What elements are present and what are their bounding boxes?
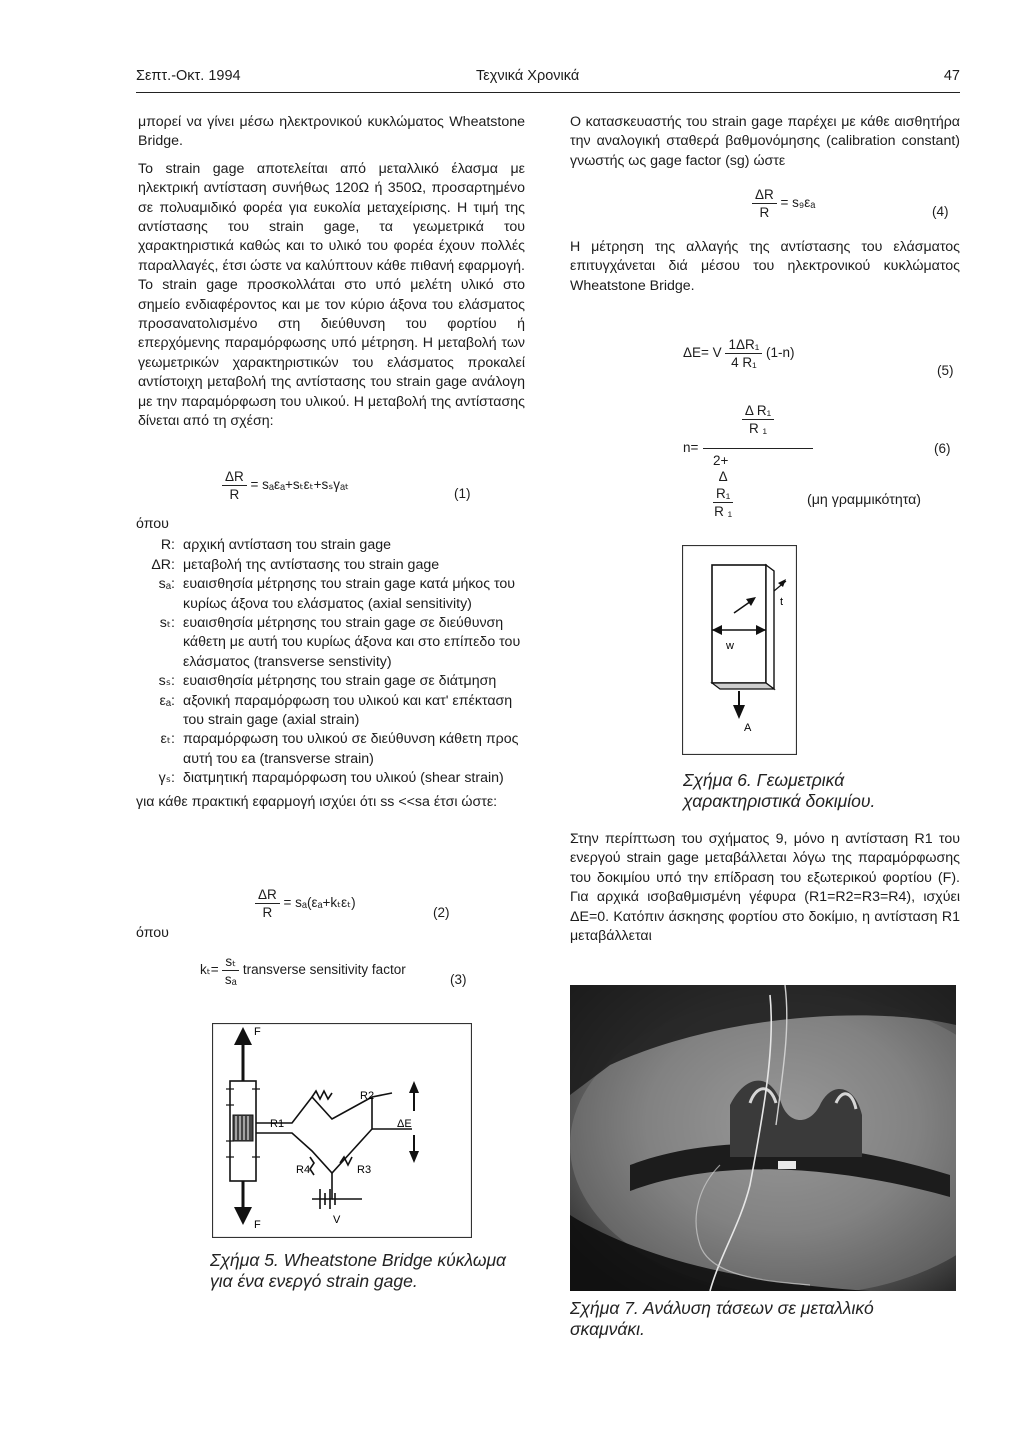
right-paragraph-3: Στην περίπτωση του σχήματος 9, μόνο η αντίσταση R1 του ενεργού strain gage μεταβάλλεται λόγω της παραμόρφωσης του δοκιμίου υπό την επίδραση του εξωτερικού φορτίου (F). Για αρχικά ισοβαθμισμένη γέφυρα (R1=R2=R3=R4), ισχύει ΔΕ=0. Κατόπιν άσκησης φορτίου στο δοκίμιο, η αντίσταση R1 μεταβάλλεται (570, 831, 960, 945)
figure6-caption: Σχήμα 6. Γεωμετρικά χαρακτηριστικά δοκιμίου. (683, 770, 876, 811)
label-f-top: F (254, 1026, 261, 1038)
definition-item: εₐ: αξονική παραμόρφωση του υλικού και κατ' επέκταση του strain gage (axial strain) (159, 692, 513, 729)
figure7-photo (570, 985, 956, 1291)
label-w: w (726, 640, 734, 652)
eq2-number: (2) (433, 905, 450, 920)
label-r1: R1 (270, 1118, 285, 1130)
strain-gage-grid (233, 1115, 253, 1141)
resistor-r4 (310, 1157, 314, 1175)
eq5-number: (5) (937, 363, 954, 378)
definition-item: ΔR: μεταβολή της αντίστασης του strain gage (151, 556, 440, 573)
eq4-number: (4) (932, 204, 949, 219)
left-column (138, 113, 525, 440)
strain-gage-on-stool (778, 1161, 796, 1169)
header-journal-title: Τεχνικά Χρονικά (476, 68, 580, 84)
definition-item: sₜ: ευαισθησία μέτρησης του strain gage σε διεύθυνση κάθετη με αυτή του κυρίως άξονα και στο επίπεδο του ελάσματος (transverse senstivity) (159, 615, 521, 670)
figure7-caption: Σχήμα 7. Ανάλυση τάσεων σε μεταλλικό σκαμνάκι. (570, 1298, 874, 1339)
journal-page: Σεπτ.-Οκτ. 1994 Τεχνικά Χρονικά 47 μπορεί να γίνει μέσω ηλεκτρονικού κυκλώματος Wheatstone Bridge. Το strain gage αποτελείται από μεταλλικό έλασμα με ηλεκτρική αντίσταση συνήθως 120Ω ή 350Ω, προσαρτημένο σε πολυαμιδικό φορέα για ευκολία μεταχείρισης. Η τιμή της αντίστασης του strain gage, τα γεωμετρικά του χαρακτηριστικά καθώς και το υλικό του φορέα έχουν πολλές παραλλαγές, έτσι ώστε να καλύπτουν κάθε πιθανή εφαρμογή. Το strain gage προσκολλάται στο υπό μελέτη υλικό στο σημείο ενδιαφέροντος και με τον κύριο άξονα του ελάσματος προσανατολισμένο στη διεύθυνση του φορτίου ή επερχόμενης παραμόρφωσης υπό μέτρηση. Η μεταβολή των γεωμετρικών χαρακτηριστικών του ελάσματος προκαλεί αντίστοιχη μεταβολή της αντίστασης του strain gage ανάλογη με την παραμόρφωση του υλικού. Η μεταβολή της αντίστασης δίνεται από τη σχέση: $\frac{\Delta R}{R}$ = sₐεₐ+sₜεₜ+sₛγₐₜ (1) όπου R: αρχική αντίσταση του strain gage ΔR: μεταβολή της αντίστασης του strain gage sₐ: ευαισθησία μέτρησης του strain gage κατά μήκος του κυρίως άξονα του ελάσματος (axial sensitivity) sₜ: ευαισθησία μέτρησης του strain gage σε διεύθυνση κάθετη με αυτή του κυρίως άξονα και στο επίπεδο του ελάσματος (transverse senstivity) sₛ: ευαισθησία μέτρησης του strain gage σε διάτμηση εₐ: αξονική παραμόρφωση του υλικού και κατ' επέκταση του strain gage (axial strain) εₜ: παραμόρφωση του υλικού σε διεύθυνση κάθετη προς αυτή του εa (transverse strain) γₛ: διατμητική παραμόρφωση του υλικού (shear strain) για κάθε πρακτική εφαρμογή ισχύει ότι ss <<sa έτσι ώστε: $\frac{\Delta R}{R}$ = sₐ(εₐ+kₜεₜ) (2) όπου kₜ= $\frac{\text{sₜ}}{\text{sₐ}}$ transverse sensitivity factor (3) F F R1 R2 R3 R4 ΔE V Σχήμα 5. Wheatstone Bridge κύκλωμα για ένα ενεργό strain gage. Ο κατασκευαστής του strain gage παρέχει με κάθε αισθητήρα την αναλογική σταθερά βαθμονόμησης (calibration constant) γνωστής ως gage factor (sg) ώστε $\frac{\Delta R}{R}$ = s₉εₐ (4) Η μέτρηση της αλλαγής της αντίστασης του ελάσματος επιτυγχάνεται διά μέσου του ηλεκτρονικού κυκλώματος Wheatstone Bridge. ΔE= V $\frac{\text{1ΔR₁}}{\text{4 R₁}}$ (1-n) (5) n= $\frac{\text{Δ R₁}}{\text{R ₁}}$ 2+ $\frac{\text{Δ R₁}}{\text{R ₁}}$ (6) (μη γραμμικότητα) t w A Σχήμα 6. Γεωμετρικά χαρακτηριστικά δοκιμίου. Στην περίπτωση του σχήματος 9, μόνο η αντίσταση R1 του ενεργού strain gage μεταβάλλεται λόγω της παραμόρφωσης του δοκιμίου υπό την επίδραση του εξωτερικού φορτίου (F). Για αρχικά ισοβαθμισμένη γέφυρα (R1=R2=R3=R4), ισχύει ΔΕ=0. Κατόπιν άσκησης φορτίου στο δοκίμιο, η αντίσταση R1 μεταβάλλεται Σχήμα 7. Ανάλυση τάσεων σε μεταλλικό σκαμνάκι. (0, 0, 1024, 1438)
eq3-numerator: sₜ (222, 953, 239, 971)
right-paragraph-1: Ο κατασκευαστής του strain gage παρέχει με κάθε αισθητήρα την αναλογική σταθερά βαθμονόμησης (calibration constant) γνωστής ως gage factor (sg) ώστε (570, 114, 960, 169)
label-t: t (780, 596, 784, 608)
definition-item: εₜ: παραμόρφωση του υλικού σε διεύθυνση κάθετη προς αυτή του εa (transverse strain) (160, 731, 519, 767)
equation-1 (222, 468, 349, 503)
page-header (136, 68, 960, 92)
equation-2 (255, 886, 356, 921)
figure5-wheatstone-diagram (212, 1023, 472, 1238)
eq6-number: (6) (934, 441, 951, 456)
equation-3: kₜ= $\frac{\text{sₜ}}{\text{sₐ}}$ transverse sensitivity factor (200, 954, 406, 987)
eq1-rhs: = sₐεₐ+sₜεₜ+sₛγₐₜ (250, 477, 350, 493)
definition-item: γₛ: διατμητική παραμόρφωση του υλικού (shear strain) (158, 770, 504, 787)
eq1-denominator: R (229, 487, 240, 502)
force-arrowhead-down (234, 1207, 252, 1225)
resistor-r2 (312, 1091, 332, 1099)
eq5-denominator: 4 R₁ (731, 355, 757, 370)
eq1-numerator: ΔR (222, 468, 247, 486)
eq5-numerator: 1ΔR₁ (725, 336, 762, 354)
eq2-numerator: ΔR (255, 886, 280, 904)
label-delta-e: ΔE (397, 1118, 412, 1130)
label-f-bottom: F (254, 1219, 261, 1231)
definition-item: R: αρχική αντίσταση του strain gage (160, 537, 391, 554)
right-paragraph-2: Η μέτρηση της αλλαγής της αντίστασης του ελάσματος επιτυγχάνεται διά μέσου του ηλεκτρονικού κυκλώματος Wheatstone Bridge. (570, 239, 960, 294)
label-a: A (744, 722, 752, 734)
equation-5: ΔE= V $\frac{\text{1ΔR₁}}{\text{4 R₁}}$ (1-n) (683, 337, 795, 370)
eq4-rhs: = s₉εₐ (780, 195, 816, 211)
right-column (570, 113, 960, 179)
header-date: Σεπτ.-Οκτ. 1994 (136, 68, 241, 84)
definitions-list (136, 515, 526, 812)
specimen-face (712, 565, 766, 683)
figure5-caption: Σχήμα 5. Wheatstone Bridge κύκλωμα για ένα ενεργό strain gage. (210, 1250, 507, 1291)
label-v: V (333, 1214, 341, 1226)
definitions-intro: όπου (136, 516, 169, 532)
left-paragraph-3: για κάθε πρακτική εφαρμογή ισχύει ότι ss <<sa έτσι ώστε: (136, 793, 498, 810)
specimen-bottom (712, 683, 774, 689)
eq6-main-fraction-bar (703, 448, 813, 449)
eq3-rhs: transverse sensitivity factor (242, 962, 406, 978)
label-r4: R4 (296, 1164, 311, 1176)
definition-item: sₛ: ευαισθησία μέτρησης του strain gage σε διάτμηση (158, 673, 497, 690)
figure6-specimen-diagram (682, 545, 797, 755)
left-paragraph-2: Το strain gage αποτελείται από μεταλλικό έλασμα με ηλεκτρική αντίσταση συνήθως 120Ω ή 350Ω, προσαρτημένο σε πολυαμιδικό φορέα για ευκολία μεταχείρισης. Η τιμή της αντίστασης του strain gage, τα γεωμετρικά του χαρακτηριστικά καθώς και το υλικό του φορέα έχουν πολλές παραλλαγές, έτσι ώστε να καλύπτουν κάθε πιθανή εφαρμογή. Το strain gage προσκολλάται στο υπό μελέτη υλικό στο σημείο ενδιαφέροντος και με τον κύριο άξονα του ελάσματος προσανατολισμένο στη διεύθυνση του φορτίου ή επερχόμενης παραμόρφωσης υπό μέτρηση. Η μεταβολή των γεωμετρικών χαρακτηριστικών του ελάσματος προκαλεί αντίστοιχη μεταβολή της αντίστασης του strain gage ανάλογη με την παραμόρφωση του υλικού. Η μεταβολή της αντίστασης δίνεται από τη σχέση: (138, 160, 525, 430)
specimen-side (766, 565, 774, 689)
eq3-number: (3) (450, 972, 467, 987)
bridge-wiring (256, 1091, 412, 1209)
eq4-numerator: ΔR (752, 186, 777, 204)
eq1-number: (1) (454, 486, 471, 501)
definition-item: sₐ: ευαισθησία μέτρησης του strain gage κατά μήκος του κυρίως άξονα του ελάσματος (axial sensitivity) (158, 576, 516, 612)
eq6-note: (μη γραμμικότητα) (807, 492, 922, 508)
eq2-denominator: R (262, 905, 273, 920)
header-page-number: 47 (943, 68, 960, 84)
label-r2: R2 (360, 1090, 375, 1102)
left-paragraph-1: μπορεί να γίνει μέσω ηλεκτρονικού κυκλώματος Wheatstone Bridge. (138, 114, 525, 150)
eq2-rhs: = sₐ(εₐ+kₜεₜ) (283, 895, 356, 911)
where-label: όπου (136, 925, 169, 941)
eq1-fraction (222, 468, 247, 503)
eq3-denominator: sₐ (224, 972, 237, 987)
eq4-denominator: R (759, 205, 770, 220)
header-rule (136, 92, 960, 93)
force-arrowhead-up (234, 1027, 252, 1045)
equation-4 (752, 186, 815, 221)
label-r3: R3 (357, 1164, 372, 1176)
